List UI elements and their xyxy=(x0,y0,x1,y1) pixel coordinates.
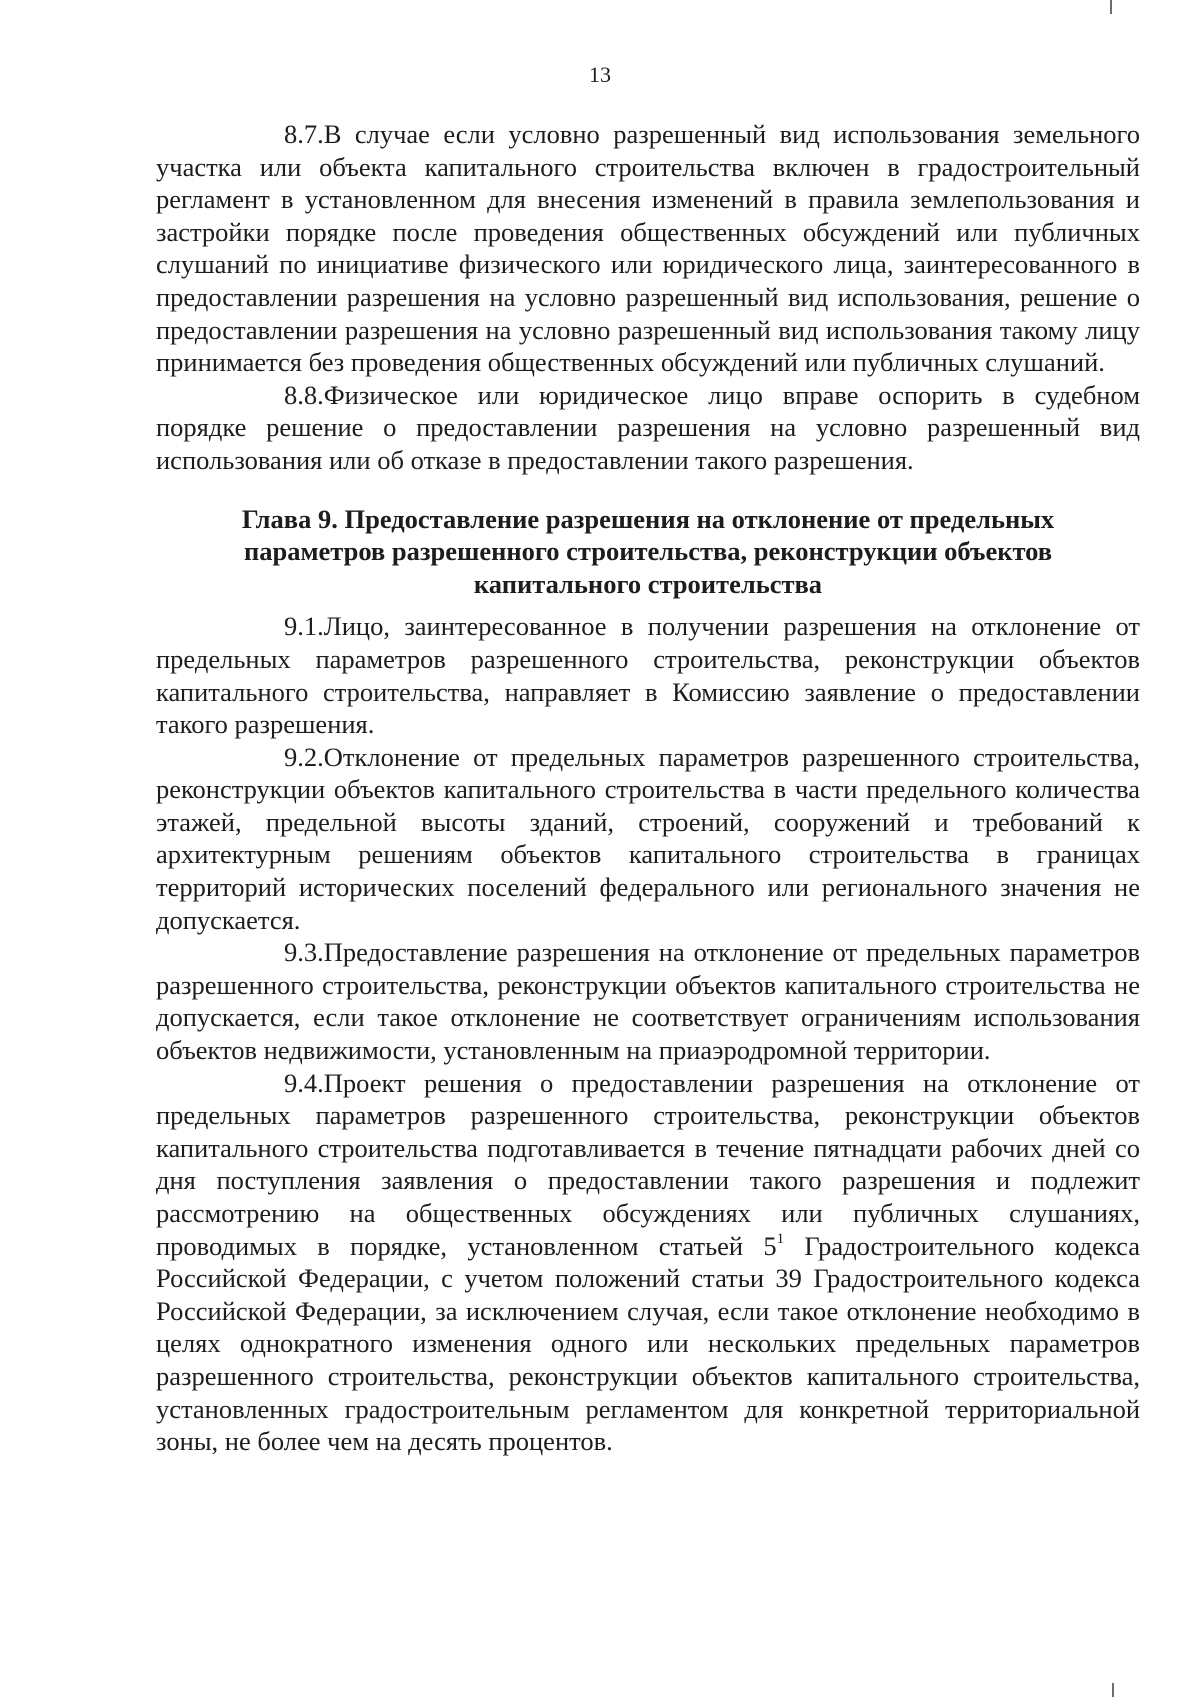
chapter-heading-line: капитального строительства xyxy=(473,568,823,599)
paragraph-8-7 xyxy=(156,118,1140,379)
superscript-index: 1 xyxy=(776,1230,785,1247)
paragraph-number: 9.3. xyxy=(284,937,324,968)
paragraph-text: Отклонение от предельных параметров разрешенного строительства, реконструкции объектов капитального строительства в части предельного количества этажей, предельной высоты зданий, строений, сооружений и требований к архитектурным решениям объектов капитального строительства в границах территорий исторических поселений федерального или регионального значения не допускается. xyxy=(156,741,1140,935)
paragraph-number: 9.1. xyxy=(284,611,324,642)
paragraph-number: 9.2. xyxy=(284,741,324,772)
chapter-heading-line: параметров разрешенного строительства, реконструкции объектов xyxy=(243,536,1053,567)
page-number: 13 xyxy=(589,62,611,87)
paragraph-9-3 xyxy=(156,936,1140,1066)
paragraph-number: 8.7. xyxy=(284,119,324,149)
paragraph-8-8 xyxy=(156,379,1140,477)
paragraph-number: 9.4. xyxy=(284,1067,324,1098)
paragraph-9-4 xyxy=(156,1067,1140,1458)
paragraph-text: Проект решения о предоставлении разрешения на отклонение от предельных параметров разрешенного строительства, реконструкции объектов капитального строительства подготавливается в течение пятнадцати рабочих дней со дня поступления заявления о предоставлении такого разрешения и подлежит рассмотрению на общественных обсуждениях или публичных слушаниях, проводимых в порядке, установленном статьей 5 xyxy=(156,1067,1140,1261)
paragraph-text-continued: Градостроительного кодекса Российской Федерации, с учетом положений статьи 39 Градостроительного кодекса Российской Федерации, за исключением случая, если такое отклонение необходимо в целях однократного изменения одного или нескольких предельных параметров разрешенного строительства, реконструкции объектов капитального строительства, установленных градостроительным регламентом для конкретной территориальной зоны, не более чем на десять процентов. xyxy=(156,1230,1140,1457)
chapter-9-heading xyxy=(156,503,1140,601)
scan-mark-top xyxy=(1110,0,1112,14)
chapter-heading-line: Глава 9. Предоставление разрешения на отклонение от предельных xyxy=(241,503,1055,534)
paragraph-text: Предоставление разрешения на отклонение от предельных параметров разрешенного строительства, реконструкции объектов капитального строительства не допускается, если такое отклонение не соответствует ограничениям использования объектов недвижимости, установленным на приаэродромной территории. xyxy=(156,937,1140,1066)
paragraph-text: Физическое или юридическое лицо вправе оспорить в судебном порядке решение о предоставлении разрешения на условно разрешенный вид использования или об отказе в предоставлении такого разрешения. xyxy=(156,379,1140,475)
document-body xyxy=(156,118,1140,1458)
scan-mark-bottom xyxy=(1112,1683,1114,1697)
paragraph-9-1 xyxy=(156,610,1140,740)
paragraph-text: Лицо, заинтересованное в получении разрешения на отклонение от предельных параметров разрешенного строительства, реконструкции объектов капитального строительства, направляет в Комиссию заявление о предоставлении такого разрешения. xyxy=(156,611,1140,740)
paragraph-text: В случае если условно разрешенный вид использования земельного участка или объекта капитального строительства включен в градостроительный регламент в установленном для внесения изменений в правила землепользования и застройки порядке после проведения общественных обсуждений или публичных слушаний по инициативе физического или юридического лица, заинтересованного в предоставлении разрешения на условно разрешенный вид использования, решение о предоставлении разрешения на условно разрешенный вид использования такому лицу принимается без проведения общественных обсуждений или публичных слушаний. xyxy=(156,119,1140,378)
paragraph-number: 8.8. xyxy=(284,379,324,410)
paragraph-9-2 xyxy=(156,741,1140,937)
